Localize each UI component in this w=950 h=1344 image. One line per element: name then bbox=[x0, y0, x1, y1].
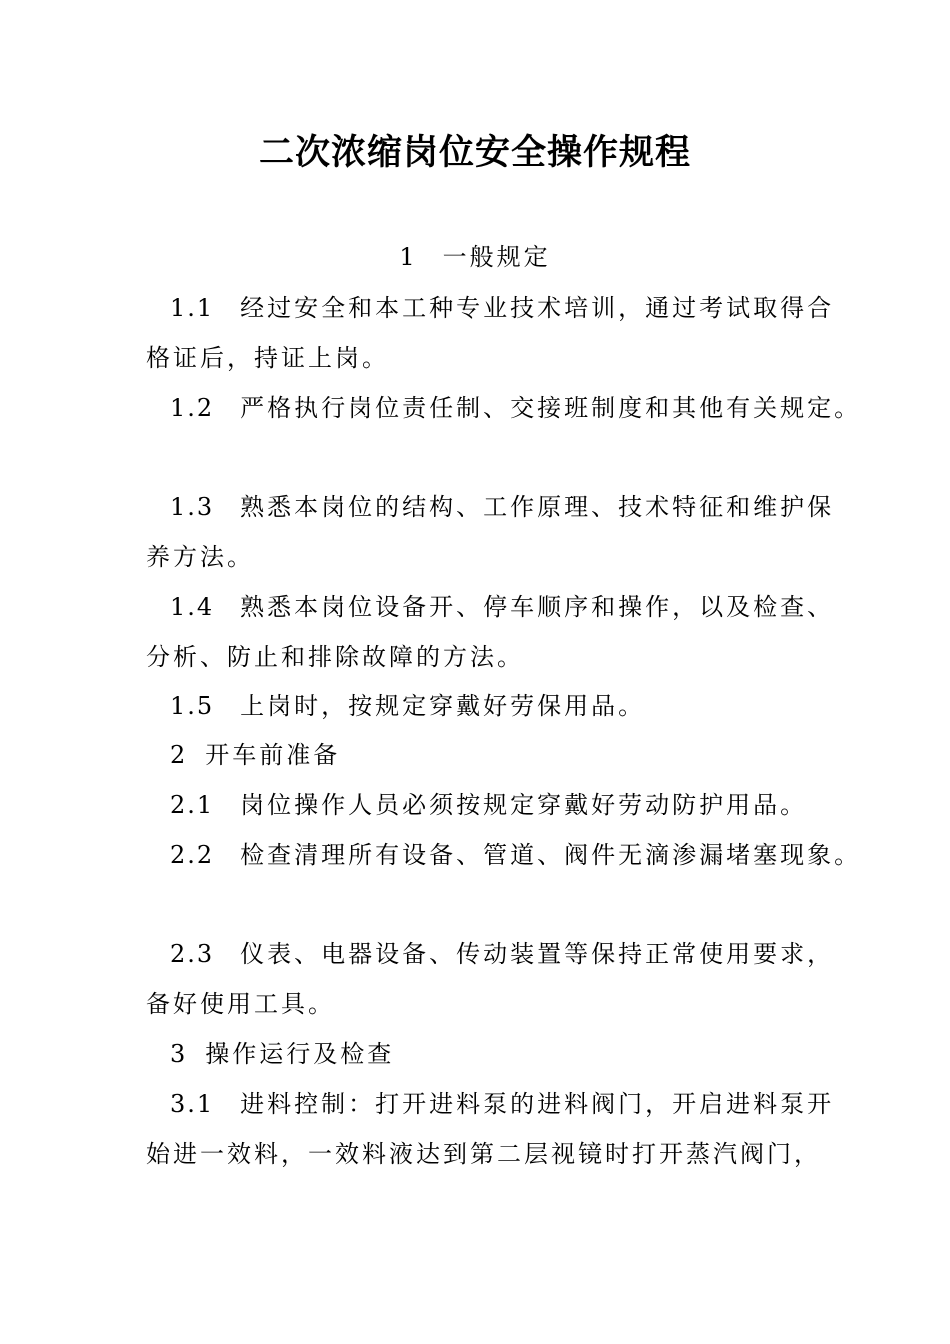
paragraph-3-1-continuation: 始进一效料，一效料液达到第二层视镜时打开蒸汽阀门， bbox=[146, 1140, 821, 1168]
section-heading-3 bbox=[170, 1034, 394, 1074]
paragraph-3-1 bbox=[170, 1084, 834, 1124]
item-text: 经过安全和本工种专业技术培训，通过考试取得合 bbox=[240, 294, 835, 322]
item-text: 熟悉本岗位的结构、工作原理、技术特征和维护保 bbox=[240, 493, 835, 521]
item-text: 进料控制：打开进料泵的进料阀门，开启进料泵开 bbox=[240, 1090, 835, 1118]
item-text: 严格执行岗位责任制、交接班制度和其他有关规定。 bbox=[240, 394, 862, 422]
paragraph-1-5 bbox=[170, 686, 645, 726]
item-number: 1.3 bbox=[170, 493, 215, 521]
item-number: 3.1 bbox=[170, 1090, 215, 1118]
section-title: 一般规定 bbox=[442, 243, 551, 271]
paragraph-1-1 bbox=[170, 288, 834, 328]
section-number: 1 bbox=[399, 243, 417, 271]
item-text: 岗位操作人员必须按规定穿戴好劳动防护用品。 bbox=[240, 791, 808, 819]
item-text: 上岗时，按规定穿戴好劳保用品。 bbox=[240, 692, 646, 720]
item-text: 检查清理所有设备、管道、阀件无滴渗漏堵塞现象。 bbox=[240, 841, 862, 869]
document-title: 二次浓缩岗位安全操作规程 bbox=[258, 133, 691, 173]
paragraph-1-4-continuation: 分析、防止和排除故障的方法。 bbox=[146, 643, 524, 671]
paragraph-1-3-continuation: 养方法。 bbox=[146, 543, 254, 571]
item-number: 1.1 bbox=[170, 294, 215, 322]
paragraph-1-4 bbox=[170, 587, 834, 627]
section-number: 2 bbox=[170, 741, 188, 769]
section-number: 3 bbox=[170, 1040, 188, 1068]
paragraph-1-1-continuation: 格证后，持证上岗。 bbox=[146, 344, 389, 372]
section-heading-1 bbox=[0, 237, 950, 277]
item-number: 2.2 bbox=[170, 841, 215, 869]
paragraph-1-3 bbox=[170, 487, 834, 527]
item-number: 2.1 bbox=[170, 791, 215, 819]
item-text: 仪表、电器设备、传动装置等保持正常使用要求， bbox=[240, 940, 835, 968]
section-title: 开车前准备 bbox=[205, 741, 341, 769]
section-title: 操作运行及检查 bbox=[205, 1040, 395, 1068]
item-number: 2.3 bbox=[170, 940, 215, 968]
paragraph-2-3-continuation: 备好使用工具。 bbox=[146, 990, 335, 1018]
paragraph-1-2 bbox=[170, 388, 861, 428]
item-number: 1.4 bbox=[170, 593, 215, 621]
paragraph-2-1 bbox=[170, 785, 807, 825]
item-number: 1.5 bbox=[170, 692, 215, 720]
item-number: 1.2 bbox=[170, 394, 215, 422]
item-text: 熟悉本岗位设备开、停车顺序和操作，以及检查、 bbox=[240, 593, 835, 621]
paragraph-2-2 bbox=[170, 835, 861, 875]
section-heading-2 bbox=[170, 735, 340, 775]
paragraph-2-3 bbox=[170, 934, 834, 974]
